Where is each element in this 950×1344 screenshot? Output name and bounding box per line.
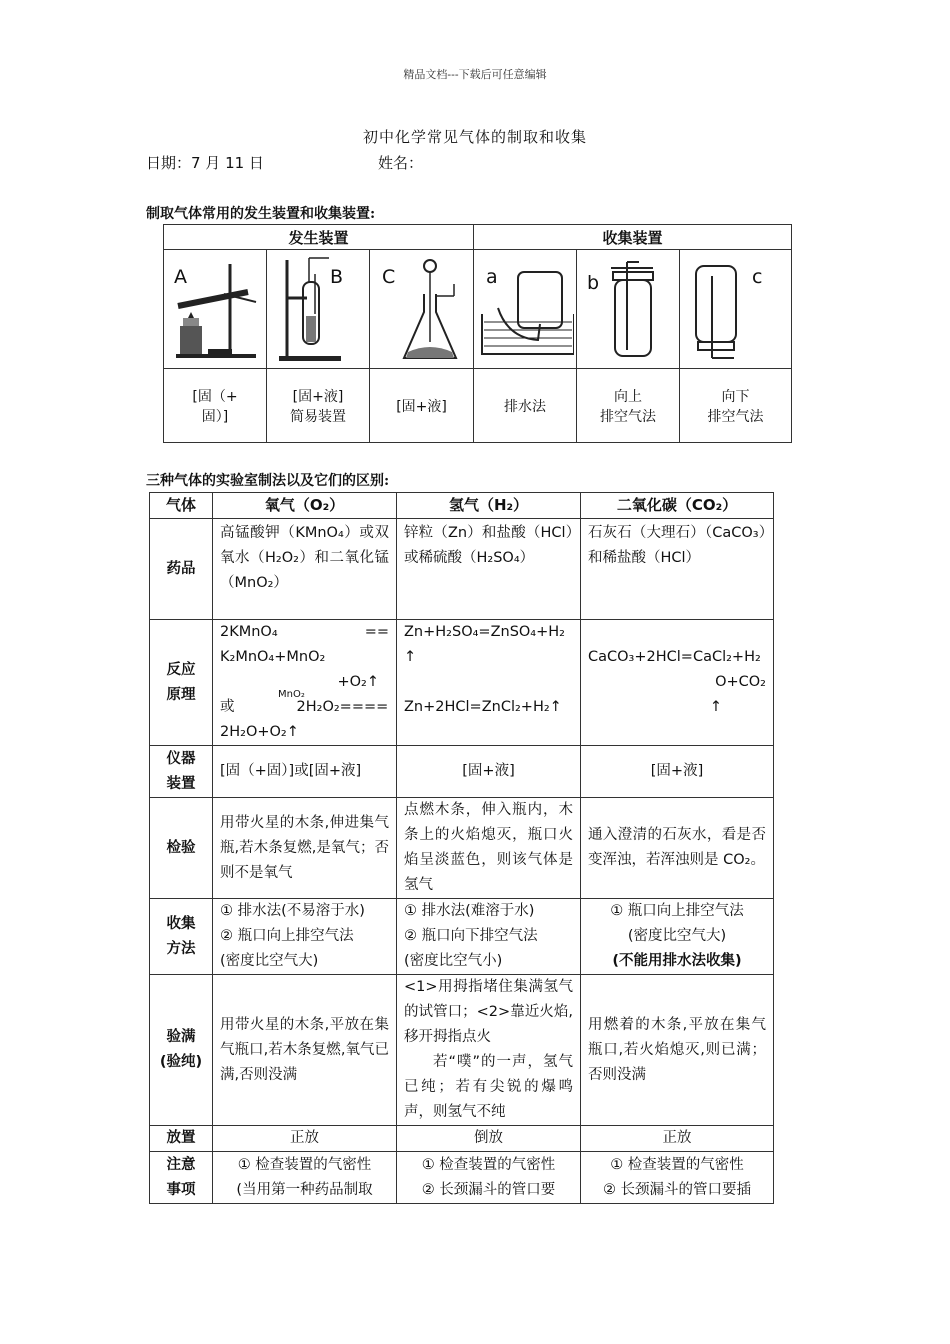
apparatus-o2: [固（+固）]或[固+液]	[213, 746, 397, 798]
upward-air-displacement-icon	[581, 254, 677, 364]
principle-co2: CaCO₃+2HCl=CaCl₂+H₂ O+CO₂ ↑	[581, 620, 774, 746]
drugs-co2: 石灰石（大理石）（CaCO₃）和稀盐酸（HCl）	[581, 519, 774, 620]
gas-comparison-table	[149, 492, 774, 1204]
notes-o2: ① 检查装置的气密性 (当用第一种药品制取	[213, 1152, 397, 1204]
row-label-apparatus: 仪器 装置	[150, 746, 213, 798]
section-title-apparatus: 制取气体常用的发生装置和收集装置:	[146, 206, 376, 222]
apparatus-co2: [固+液]	[581, 746, 774, 798]
place-co2: 正放	[581, 1126, 774, 1152]
document-title: 初中化学常见气体的制取和收集	[362, 128, 587, 146]
caption-a: [固（+ 固）]	[164, 369, 267, 443]
name-line: 姓名：	[378, 154, 424, 172]
header-note: 精品文档---下载后可任意编辑	[403, 68, 547, 81]
caption-downward: 向下 排空气法	[680, 369, 792, 443]
apparatus-letter: a	[486, 266, 498, 288]
apparatus-letter: A	[174, 266, 187, 288]
head-gas: 气体	[150, 493, 213, 519]
simple-solid-liquid-apparatus-icon	[271, 254, 367, 364]
apparatus-b-cell	[267, 250, 370, 369]
downward-air-displacement-icon	[684, 254, 780, 364]
drugs-o2: 高锰酸钾（KMnO₄）或双氧水（H₂O₂）和二氧化锰（MnO₂）	[213, 519, 397, 620]
notes-co2: ① 检查装置的气密性 ② 长颈漏斗的管口要插	[581, 1152, 774, 1204]
test-o2: 用带火星的木条,伸进集气瓶,若木条复燃,是氧气；否则不是氧气	[213, 798, 397, 899]
row-label-place: 放置	[150, 1126, 213, 1152]
head-generate: 发生装置	[164, 225, 474, 250]
apparatus-table	[163, 224, 792, 443]
flask-funnel-apparatus-icon	[374, 254, 470, 364]
head-co2: 二氧化碳（CO₂）	[581, 493, 774, 519]
apparatus-h2: [固+液]	[397, 746, 581, 798]
apparatus-letter: c	[752, 266, 763, 288]
apparatus-upward-cell	[577, 250, 680, 369]
row-label-principle: 反应 原理	[150, 620, 213, 746]
full-o2: 用带火星的木条,平放在集气瓶口,若木条复燃,氧气已满,否则没满	[213, 975, 397, 1126]
solid-heating-apparatus-icon	[168, 254, 264, 364]
place-o2: 正放	[213, 1126, 397, 1152]
apparatus-letter: b	[587, 272, 600, 294]
drugs-h2: 锌粒（Zn）和盐酸（HCl）或稀硫酸（H₂SO₄）	[397, 519, 581, 620]
collect-o2: ① 排水法(不易溶于水) ② 瓶口向上排空气法 (密度比空气大)	[213, 899, 397, 975]
apparatus-downward-cell	[680, 250, 792, 369]
head-collect: 收集装置	[474, 225, 792, 250]
collect-h2: ① 排水法(难溶于水) ② 瓶口向下排空气法 (密度比空气小)	[397, 899, 581, 975]
principle-o2: 2KMnO₄ == K₂MnO₄+MnO₂ +O₂↑ 或 MnO₂ 2H₂O₂==== 2H₂O+O₂↑	[213, 620, 397, 746]
principle-h2: Zn+H₂SO₄=ZnSO₄+H₂ ↑ Zn+2HCl=ZnCl₂+H₂↑	[397, 620, 581, 746]
row-label-drugs: 药品	[150, 519, 213, 620]
full-h2: <1>用拇指堵住集满氢气的试管口；<2>靠近火焰,移开拇指点火 若“噗”的一声，氢气已纯；若有尖锐的爆鸣声，则氢气不纯	[397, 975, 581, 1126]
apparatus-letter: C	[382, 266, 396, 288]
place-h2: 倒放	[397, 1126, 581, 1152]
apparatus-a-cell	[164, 250, 267, 369]
apparatus-water-cell	[474, 250, 577, 369]
caption-b: [固+液] 简易装置	[267, 369, 370, 443]
apparatus-letter: B	[330, 266, 344, 288]
test-h2: 点燃木条，伸入瓶内，木条上的火焰熄灭，瓶口火焰呈淡蓝色，则该气体是氢气	[397, 798, 581, 899]
full-co2: 用燃着的木条,平放在集气瓶口,若火焰熄灭,则已满；否则没满	[581, 975, 774, 1126]
head-o2: 氧气（O₂）	[213, 493, 397, 519]
caption-upward: 向上 排空气法	[577, 369, 680, 443]
water-displacement-icon	[478, 254, 574, 364]
row-label-full: 验满 (验纯)	[150, 975, 213, 1126]
date-line: 日期：7 月 11 日	[146, 154, 264, 172]
section-title-gases: 三种气体的实验室制法以及它们的区别:	[146, 473, 390, 489]
test-co2: 通入澄清的石灰水，看是否变浑浊，若浑浊则是 CO₂。	[581, 798, 774, 899]
row-label-notes: 注意 事项	[150, 1152, 213, 1204]
apparatus-c-cell	[370, 250, 474, 369]
collect-co2: ① 瓶口向上排空气法 (密度比空气大) (不能用排水法收集)	[581, 899, 774, 975]
notes-h2: ① 检查装置的气密性 ② 长颈漏斗的管口要	[397, 1152, 581, 1204]
head-h2: 氢气（H₂）	[397, 493, 581, 519]
row-label-test: 检验	[150, 798, 213, 899]
row-label-collect: 收集 方法	[150, 899, 213, 975]
caption-water: 排水法	[474, 369, 577, 443]
caption-c: [固+液]	[370, 369, 474, 443]
